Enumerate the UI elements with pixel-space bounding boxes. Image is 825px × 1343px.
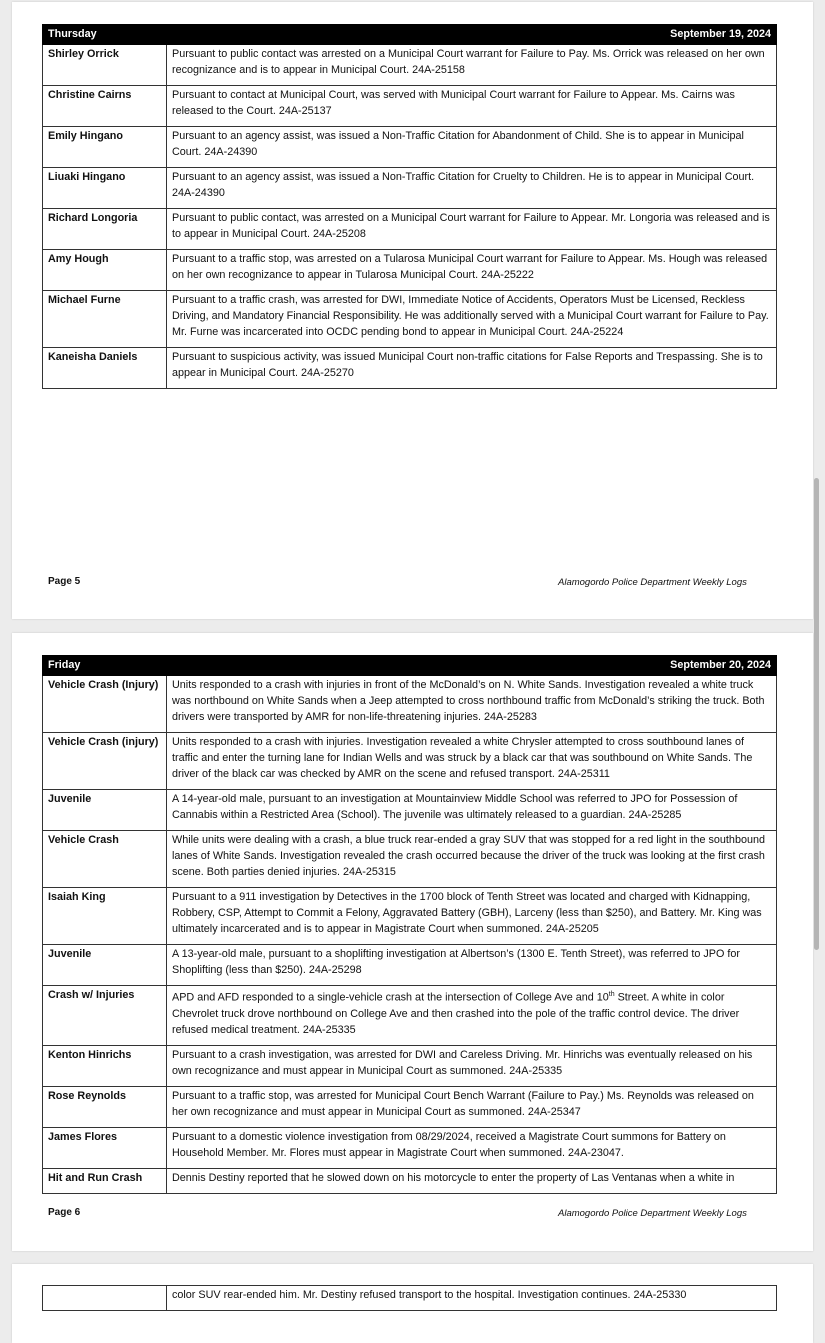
entry-text: Pursuant to contact at Municipal Court, was served with Municipal Court warrant for Failure to Appear. Ms. Cairns was released to the Court. 24A-25137 [167, 86, 777, 127]
entry-text: A 14-year-old male, pursuant to an investigation at Mountainview Middle School was referred to JPO for Possession of Cannabis within a Restricted Area (School). The juvenile was ultimately released to a guardian. 24A-25285 [167, 790, 777, 831]
entry-text: Units responded to a crash with injuries. Investigation revealed a white Chrysler attempted to cross southbound lanes of traffic and enter the turning lane for Indian Wells and was struck by a black car that was southbound on White Sands. The driver of the black car was checked by AMR on the scene and refused transport. 24A-25311 [167, 733, 777, 790]
table-row [43, 676, 777, 733]
table-row [43, 1286, 777, 1311]
entry-name: Kenton Hinrichs [43, 1045, 167, 1086]
entry-name: Rose Reynolds [43, 1086, 167, 1127]
day-label: Thursday [43, 25, 167, 45]
entry-text: Pursuant to suspicious activity, was issued Municipal Court non-traffic citations for False Reports and Trespassing. She is to appear in Municipal Court. 24A-25270 [167, 348, 777, 389]
entry-text-part: Street. A white in color Chevrolet truck drove northbound on College Ave and then crashed into the pole of the traffic control device. The driver refused medical treatment. 24A-25335 [172, 991, 740, 1036]
table-row [43, 1127, 777, 1168]
entry-name: Vehicle Crash [43, 831, 167, 888]
footer-title: Alamogordo Police Department Weekly Logs [558, 577, 747, 588]
entry-name: Juvenile [43, 945, 167, 986]
table-row [43, 45, 777, 86]
entry-name: Juvenile [43, 790, 167, 831]
table-row [43, 1168, 777, 1193]
entry-name: James Flores [43, 1127, 167, 1168]
table-row [43, 291, 777, 348]
entry-text [167, 986, 777, 1046]
entry-name: Kaneisha Daniels [43, 348, 167, 389]
entry-text: Dennis Destiny reported that he slowed down on his motorcycle to enter the property of Las Ventanas when a white in [167, 1168, 777, 1193]
footer-title: Alamogordo Police Department Weekly Logs [558, 1208, 747, 1219]
table-row [43, 127, 777, 168]
log-table-continued [42, 1285, 777, 1311]
entry-text: Pursuant to a domestic violence investigation from 08/29/2024, received a Magistrate Court summons for Battery on Household Member. Mr. Flores must appear in Magistrate Court when summoned. 24A-23047. [167, 1127, 777, 1168]
table-row [43, 168, 777, 209]
entry-text: Pursuant to a traffic stop, was arrested on a Tularosa Municipal Court warrant for Failure to Appear. Ms. Hough was released on her own recognizance to appear in Tularosa Municipal Court. 24A-25222 [167, 250, 777, 291]
page-number: Page 6 [48, 1207, 81, 1218]
day-header-row [43, 656, 777, 676]
document-page-6 [12, 633, 813, 1251]
document-page-5 [12, 2, 813, 619]
table-row [43, 790, 777, 831]
entry-name: Vehicle Crash (Injury) [43, 676, 167, 733]
entry-name: Crash w/ Injuries [43, 986, 167, 1046]
table-row [43, 1045, 777, 1086]
table-row [43, 888, 777, 945]
entry-name: Amy Hough [43, 250, 167, 291]
table-row [43, 1086, 777, 1127]
entry-text-part: APD and AFD responded to a single-vehicle crash at the intersection of College Ave and 10 [172, 991, 609, 1004]
entry-name: Shirley Orrick [43, 45, 167, 86]
entry-text: Pursuant to a 911 investigation by Detectives in the 1700 block of Tenth Street was located and charged with Kidnapping, Robbery, CSP, Attempt to Commit a Felony, Aggravated Battery (GBH), Larceny (less than $250), and Battery. Mr. King was ultimately incarcerated and is to appear in Magistrate Court when summoned. 24A-25205 [167, 888, 777, 945]
entry-name: Emily Hingano [43, 127, 167, 168]
table-row [43, 733, 777, 790]
entry-text: Pursuant to an agency assist, was issued a Non-Traffic Citation for Cruelty to Children. He is to appear in Municipal Court. 24A-24390 [167, 168, 777, 209]
ordinal-suffix: th [608, 991, 615, 998]
entry-text: Pursuant to public contact, was arrested on a Municipal Court warrant for Failure to Appear. Mr. Longoria was released and is to appear in Municipal Court. 24A-25208 [167, 209, 777, 250]
entry-name: Michael Furne [43, 291, 167, 348]
day-header-row [43, 25, 777, 45]
entry-text: Units responded to a crash with injuries in front of the McDonald’s on N. White Sands. Investigation revealed a white truck was northbound on White Sands when a Jeep attempted to cross northbound traffic from McDonald’s striking the truck. Both drivers were transported by AMR for non-life-threatening injuries. 24A-25283 [167, 676, 777, 733]
date-label: September 20, 2024 [167, 656, 777, 676]
table-row [43, 831, 777, 888]
entry-text: Pursuant to a traffic stop, was arrested for Municipal Court Bench Warrant (Failure to Pay.) Ms. Reynolds was released on her own recognizance and must appear in Municipal Court as summoned. 24A-25347 [167, 1086, 777, 1127]
page-number: Page 5 [48, 576, 81, 587]
entry-text: Pursuant to a traffic crash, was arrested for DWI, Immediate Notice of Accidents, Operators Must be Licensed, Reckless Driving, and Mandatory Financial Responsibility. He was additionally served with a Municipal Court warrant for Failure to Pay. Mr. Furne was incarcerated into OCDC pending bond to appear in Municipal Court. 24A-25224 [167, 291, 777, 348]
entry-name: Christine Cairns [43, 86, 167, 127]
table-row [43, 209, 777, 250]
entry-name: Vehicle Crash (injury) [43, 733, 167, 790]
document-page-7 [12, 1264, 813, 1343]
entry-name: Isaiah King [43, 888, 167, 945]
table-row [43, 945, 777, 986]
entry-name: Richard Longoria [43, 209, 167, 250]
entry-text: Pursuant to an agency assist, was issued a Non-Traffic Citation for Abandonment of Child. She is to appear in Municipal Court. 24A-24390 [167, 127, 777, 168]
table-row [43, 348, 777, 389]
day-label: Friday [43, 656, 167, 676]
entry-name [43, 1286, 167, 1311]
date-label: September 19, 2024 [167, 25, 777, 45]
entry-text: color SUV rear-ended him. Mr. Destiny refused transport to the hospital. Investigation continues. 24A-25330 [167, 1286, 777, 1311]
log-table-thursday [42, 24, 777, 389]
entry-name: Hit and Run Crash [43, 1168, 167, 1193]
entry-text: While units were dealing with a crash, a blue truck rear-ended a gray SUV that was stopped for a red light in the southbound lanes of White Sands. Investigation revealed the crash occurred because the driver of the truck was looking at the first crash scene. Both parties denied injuries. 24A-25315 [167, 831, 777, 888]
vertical-scrollbar[interactable] [814, 478, 819, 950]
entry-text: Pursuant to public contact was arrested on a Municipal Court warrant for Failure to Pay. Ms. Orrick was released on her own recognizance and is to appear in Municipal Court. 24A-25158 [167, 45, 777, 86]
table-row [43, 986, 777, 1046]
entry-text: A 13-year-old male, pursuant to a shoplifting investigation at Albertson’s (1300 E. Tenth Street), was referred to JPO for Shoplifting (less than $250). 24A-25298 [167, 945, 777, 986]
entry-name: Liuaki Hingano [43, 168, 167, 209]
table-row [43, 86, 777, 127]
table-row [43, 250, 777, 291]
log-table-friday [42, 655, 777, 1194]
entry-text: Pursuant to a crash investigation, was arrested for DWI and Careless Driving. Mr. Hinrichs was eventually released on his own recognizance and must appear in Municipal Court as summoned. 24A-25335 [167, 1045, 777, 1086]
